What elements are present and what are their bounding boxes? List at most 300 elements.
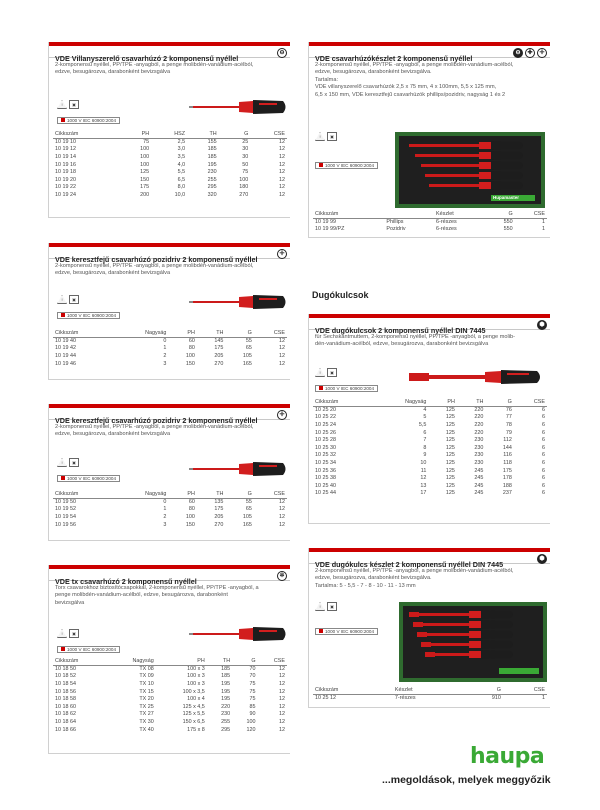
card-title: VDE Villanyszerelő csavarhúzó 2 komponensű nyéllel [55, 54, 239, 63]
desc-line: 2-komponensű nyéllel, PP/TPE -anyagból, a penge molibdén-vanádium-acélból, [55, 62, 254, 68]
table-cell: TX 09 [139, 673, 154, 680]
table-cell: 30 [242, 146, 249, 153]
table-row [313, 482, 547, 490]
table-row [53, 191, 287, 199]
table-cell: 245 [474, 475, 484, 482]
table-cell: 5,5 [177, 169, 186, 176]
col-header: TH [207, 657, 232, 665]
card-title: VDE csavarhúzókészlet 2 komponensű nyéllel [315, 54, 473, 63]
product-card-screwdriver-set [308, 42, 550, 238]
table-cell: 12 [279, 169, 285, 176]
card-description [309, 58, 550, 99]
table-cell: 180 [239, 184, 249, 191]
table-cell: 7-részes [394, 695, 416, 702]
table-cell: 1 [542, 695, 545, 702]
table-cell: 150 [185, 521, 195, 528]
table-cell: 75 [249, 680, 256, 687]
table-cell: 1 [163, 345, 167, 352]
card-title: VDE tx csavarhúzó 2 komponensű nyéllel [55, 577, 197, 586]
table-cell: 125 [445, 490, 455, 497]
table-cell: 6 [542, 444, 545, 451]
torx-icon: ✲ [277, 571, 287, 581]
product-image [189, 291, 289, 313]
table-cell: 10 18 54 [55, 680, 76, 687]
card-header [49, 404, 290, 425]
table-cell: 10 25 12 [315, 695, 336, 702]
col-header: Nagyság [373, 398, 428, 406]
table-cell: 6 [542, 429, 545, 436]
table-cell: 6 [542, 475, 545, 482]
table-cell: 12 [279, 176, 285, 183]
table-cell: 10 25 36 [315, 467, 336, 474]
table-cell: 10 25 28 [315, 437, 336, 444]
table-cell: 165 [242, 521, 252, 528]
table-cell: 10 19 22 [55, 184, 76, 191]
table-cell: 10 25 24 [315, 421, 336, 428]
table-cell: 60 [188, 338, 195, 345]
table-cell: 10 19 52 [55, 506, 76, 513]
standard-badge [315, 162, 378, 169]
desc-line: penge molibdén-vanádium-acélból, edzve, besugározva, darabonként [55, 592, 228, 599]
table-cell: 76 [505, 407, 512, 414]
col-header: Készlet [434, 210, 487, 218]
table-cell: 100 x 3 [187, 673, 205, 680]
product-card-pozidriv-2 [48, 404, 290, 541]
col-header: G [232, 657, 257, 665]
col-header: Cikkszám [53, 490, 113, 498]
table-cell: 10 19 14 [55, 153, 76, 160]
table-cell: 100 [140, 153, 150, 160]
table-cell: 12 [279, 506, 285, 513]
desc-line: 6,5 x 150 mm, VDE keresztfejű csavarhúzók phillips/pozidriv, nagyság 1 és 2 [315, 91, 506, 98]
standard-text: 1000 V IEC 60900:2004 [67, 647, 117, 652]
table-cell: 230 [474, 452, 484, 459]
table-cell: 5 [423, 414, 427, 421]
table-cell: 230 [474, 444, 484, 451]
standard-badge [57, 312, 120, 319]
col-header [384, 210, 434, 218]
col-header: G [219, 130, 251, 138]
table-cell: 230 [474, 459, 484, 466]
table-row [53, 506, 287, 514]
table-cell: 12 [279, 139, 285, 146]
table-cell: 220 [474, 429, 484, 436]
table-cell: 10 19 24 [55, 191, 76, 198]
table-row [313, 429, 547, 437]
col-header: CSE [514, 398, 547, 406]
table-cell: TX 25 [139, 703, 154, 710]
table-cell: 105 [242, 352, 252, 359]
safety-symbols [57, 100, 79, 109]
spec-table [53, 329, 287, 367]
table-cell: 90 [249, 711, 256, 718]
table-cell: 65 [245, 345, 252, 352]
table-row [53, 352, 287, 360]
pozidriv-icon: ✛ [277, 410, 287, 420]
table-cell: 6 [542, 437, 545, 444]
standard-mark-icon [61, 118, 65, 122]
product-card-nut-driver [308, 314, 550, 524]
table-cell: 100 x 4 [187, 696, 205, 703]
col-header: Nagyság [106, 657, 155, 665]
table-row [53, 345, 287, 353]
table-cell: 6-részes [436, 226, 457, 233]
table-cell: 10 18 64 [55, 718, 76, 725]
table-cell: 10 18 58 [55, 696, 76, 703]
table-cell: 10 19 99/PZ [315, 226, 345, 233]
table-cell: 8,0 [177, 184, 186, 191]
col-header: Cikkszám [313, 686, 393, 694]
table-row [313, 444, 547, 452]
col-header: PH [120, 130, 152, 138]
table-cell: 270 [214, 521, 224, 528]
table-header-row [53, 329, 287, 337]
double-square-icon: ▣ [69, 295, 79, 304]
slotted-icon: ⊖ [513, 48, 523, 58]
table-row [53, 665, 287, 673]
product-image [189, 623, 289, 645]
table-cell: 10 25 32 [315, 452, 336, 459]
table-cell: 205 [214, 352, 224, 359]
table-row [53, 513, 287, 521]
table-cell: 30 [242, 153, 249, 160]
table-cell: 195 [221, 688, 231, 695]
table-cell: 185 [221, 673, 231, 680]
table-cell: 120 [246, 726, 256, 733]
table-cell: 12 [279, 696, 285, 703]
table-cell: 3,0 [177, 146, 186, 153]
table-row [53, 176, 287, 184]
phillips-icon: ✚ [525, 48, 535, 58]
table-cell: 150 [185, 360, 195, 367]
table-cell: 5,5 [418, 421, 427, 428]
double-square-icon: ▣ [327, 602, 337, 611]
col-header: TH [197, 490, 225, 498]
table-cell: 165 [242, 360, 252, 367]
table-row [313, 436, 547, 444]
table-cell: 175 [214, 345, 224, 352]
table-row [313, 218, 547, 226]
table-cell: 125 [140, 169, 150, 176]
desc-line: Tartalma: [315, 76, 339, 83]
table-cell: 75 [249, 696, 256, 703]
table-cell: 125 x 5,5 [182, 711, 205, 718]
table-cell: 220 [474, 421, 484, 428]
table-cell: 12 [279, 360, 285, 367]
table-cell: 10 19 99 [315, 219, 336, 226]
col-header: PH [168, 490, 196, 498]
table-cell: 10 19 12 [55, 146, 76, 153]
table-cell: 10 18 60 [55, 703, 76, 710]
table-cell: 10 19 20 [55, 176, 76, 183]
table-cell: 10 25 20 [315, 407, 336, 414]
table-cell: 10 18 52 [55, 673, 76, 680]
table-cell: 3 [163, 521, 167, 528]
table-cell: 8 [423, 444, 427, 451]
table-cell: 12 [279, 338, 285, 345]
table-cell: 4 [423, 407, 427, 414]
table-cell: 100 [246, 718, 256, 725]
table-cell: 10 25 22 [315, 414, 336, 421]
table-cell: 4,0 [177, 161, 186, 168]
table-row [53, 146, 287, 154]
safety-symbols [57, 458, 79, 467]
table-row [313, 490, 547, 498]
table-cell: 550 [503, 226, 513, 233]
table-cell: 12 [279, 191, 285, 198]
table-cell: 230 [474, 437, 484, 444]
table-cell: 70 [249, 666, 256, 673]
table-cell: 145 [214, 338, 224, 345]
table-cell: 10 19 46 [55, 360, 76, 367]
warning-icon: ! [315, 132, 325, 141]
table-header-row [313, 398, 547, 406]
product-image [409, 366, 545, 388]
warning-icon: ! [315, 368, 325, 377]
table-cell: 12 [279, 680, 285, 687]
table-cell: 12 [279, 146, 285, 153]
table-cell: 230 [221, 711, 231, 718]
col-header: Nagyság [113, 329, 168, 337]
table-cell: 12 [279, 673, 285, 680]
table-cell: 100 [140, 146, 150, 153]
col-header: CSE [250, 130, 287, 138]
table-cell: 9 [423, 452, 427, 459]
desc-line: VDE villanyszerelő csavarhúzók 2,5 x 75 mm, 4 x 100mm, 5,5 x 125 mm, [315, 84, 497, 91]
table-cell: 10 19 42 [55, 345, 76, 352]
table-cell: 55 [245, 499, 252, 506]
table-row [53, 726, 287, 734]
desc-line: dén-vanádium-acélból, edzve, besugározva, darabonként bevizsgálva [315, 341, 489, 348]
table-cell: 220 [221, 703, 231, 710]
table-cell: 10 19 40 [55, 338, 76, 345]
table-cell: 75 [249, 688, 256, 695]
table-row [313, 414, 547, 422]
col-header: Cikkszám [53, 130, 120, 138]
standard-text: 1000 V IEC 60900:2004 [67, 118, 117, 123]
table-cell: 3 [163, 360, 167, 367]
table-cell: 125 [445, 482, 455, 489]
table-cell: 2 [163, 513, 167, 520]
product-card-pozidriv-1 [48, 243, 290, 380]
col-header: Cikkszám [53, 657, 106, 665]
desc-line: edzve, besugározva, darabonként bevizsgálva. [315, 575, 432, 582]
table-cell: 10 19 44 [55, 352, 76, 359]
table-cell: 6 [542, 482, 545, 489]
table-row [53, 521, 287, 529]
table-cell: 270 [214, 360, 224, 367]
col-header: CSE [254, 490, 287, 498]
card-header [49, 42, 290, 63]
table-cell: 6,5 [177, 176, 186, 183]
double-square-icon: ▣ [69, 629, 79, 638]
table-row [313, 694, 547, 702]
desc-line: 2-komponensű nyéllel, PP/TPE -anyagból, a penge molibdén-vanádium-acélból, [315, 568, 514, 574]
table-row [313, 226, 547, 234]
table-cell: 12 [279, 718, 285, 725]
table-row [313, 459, 547, 467]
table-cell: 550 [503, 219, 513, 226]
table-cell: 125 [445, 437, 455, 444]
table-cell: 12 [279, 345, 285, 352]
table-cell: 13 [420, 482, 427, 489]
table-row [53, 161, 287, 169]
standard-text: 1000 V IEC 60900:2004 [325, 163, 375, 168]
table-cell: 6-részes [436, 219, 457, 226]
table-cell: TX 40 [139, 726, 154, 733]
table-cell: 10 25 40 [315, 482, 336, 489]
standard-badge [57, 646, 120, 653]
table-cell: 245 [474, 490, 484, 497]
table-cell: 220 [474, 414, 484, 421]
safety-symbols [315, 132, 337, 141]
table-cell: 175 [502, 467, 512, 474]
table-cell: 0 [163, 338, 167, 345]
product-card-torx [48, 565, 290, 754]
table-cell: 195 [207, 161, 217, 168]
table-cell: 6 [542, 421, 545, 428]
standard-badge [315, 385, 378, 392]
table-row [313, 421, 547, 429]
table-cell: 155 [207, 139, 217, 146]
standard-text: 1000 V IEC 60900:2004 [325, 629, 375, 634]
tagline: ...megoldások, melyek meggyőzik [382, 774, 551, 786]
col-header: G [487, 210, 515, 218]
table-cell: 144 [502, 444, 512, 451]
section-heading: Dugókulcsok [312, 290, 369, 300]
table-cell: 12 [279, 703, 285, 710]
table-row [53, 153, 287, 161]
table-cell: 125 [445, 407, 455, 414]
table-row [53, 688, 287, 696]
table-cell: 6 [542, 452, 545, 459]
table-cell: 6 [542, 467, 545, 474]
table-header-row [53, 130, 287, 138]
table-cell: 2,5 [177, 139, 186, 146]
desc-line: edzve, besugározva, darabonként bevizsgálva. [315, 69, 432, 76]
col-header: CSE [515, 210, 547, 218]
table-cell: 6 [542, 490, 545, 497]
spec-table [313, 210, 547, 233]
table-cell: 125 [445, 444, 455, 451]
table-row [53, 673, 287, 681]
table-cell: 77 [505, 414, 512, 421]
warning-icon: ! [57, 100, 67, 109]
table-cell: 188 [502, 482, 512, 489]
col-header: Cikkszám [313, 210, 384, 218]
table-cell: 1 [163, 506, 167, 513]
table-cell: 7 [423, 437, 427, 444]
table-cell: Pozidriv [386, 226, 406, 233]
card-title: VDE dugókulcsok 2 komponensű nyéllel DIN 7445 [315, 326, 486, 335]
col-header: TH [197, 329, 225, 337]
double-square-icon: ▣ [327, 368, 337, 377]
table-row [53, 703, 287, 711]
table-cell: TX 08 [139, 666, 154, 673]
table-cell: 910 [491, 695, 501, 702]
table-cell: 12 [279, 711, 285, 718]
table-cell: 125 [445, 467, 455, 474]
table-cell: 245 [474, 482, 484, 489]
table-cell: 100 x 3 [187, 680, 205, 687]
table-cell: 75 [242, 169, 249, 176]
table-cell: 60 [188, 499, 195, 506]
table-cell: 2 [163, 352, 167, 359]
table-cell: Phillips [386, 219, 404, 226]
table-cell: 79 [505, 429, 512, 436]
table-row [53, 168, 287, 176]
table-cell: 55 [245, 338, 252, 345]
table-cell: 12 [279, 688, 285, 695]
table-cell: 10 18 66 [55, 726, 76, 733]
standard-mark-icon [61, 647, 65, 651]
table-header-row [313, 210, 547, 218]
table-cell: 100 [185, 513, 195, 520]
card-header [49, 565, 290, 586]
table-cell: 185 [207, 153, 217, 160]
table-cell: 25 [242, 139, 249, 146]
product-card-nut-driver-set [308, 548, 550, 708]
table-cell: 150 [140, 176, 150, 183]
table-cell: 10 19 18 [55, 169, 76, 176]
col-header: G [485, 398, 513, 406]
safety-symbols [57, 629, 79, 638]
table-cell: 12 [420, 475, 427, 482]
spec-table [53, 490, 287, 528]
standard-mark-icon [61, 476, 65, 480]
table-cell: 105 [242, 513, 252, 520]
col-header: PH [428, 398, 456, 406]
table-cell: 3,5 [177, 153, 186, 160]
table-cell: 295 [221, 726, 231, 733]
table-cell: 12 [279, 161, 285, 168]
table-row [53, 337, 287, 345]
warning-icon: ! [57, 458, 67, 467]
table-cell: 6 [542, 407, 545, 414]
desc-line: edzve, besugározva, darabonként bevizsgálva [55, 270, 171, 277]
card-header [309, 42, 550, 63]
table-cell: 175 [140, 184, 150, 191]
spec-table [313, 398, 547, 497]
table-cell: 80 [188, 506, 195, 513]
table-cell: 125 [445, 452, 455, 459]
spec-table [53, 657, 287, 733]
table-cell: 6 [542, 459, 545, 466]
table-cell: 10 19 10 [55, 139, 76, 146]
double-square-icon: ▣ [69, 100, 79, 109]
table-cell: 50 [242, 161, 249, 168]
hex-icon: ⬢ [537, 320, 547, 330]
table-cell: 11 [420, 467, 427, 474]
haupa-logo [470, 744, 544, 769]
table-row [53, 360, 287, 368]
table-cell: 255 [221, 718, 231, 725]
table-cell: 175 x 8 [187, 726, 205, 733]
standard-mark-icon [319, 629, 323, 633]
logo-text: haupa [470, 744, 545, 769]
table-cell: 10,0 [174, 191, 186, 198]
col-header: HSZ [151, 130, 187, 138]
table-cell: 112 [503, 437, 512, 444]
table-cell: 100 [140, 161, 150, 168]
table-row [53, 718, 287, 726]
desc-line: Tartalma: 5 - 5,5 - 7 - 8 - 10 - 11 - 13 mm [315, 582, 416, 589]
double-square-icon: ▣ [327, 132, 337, 141]
table-cell: 1 [542, 226, 545, 233]
desc-line: edzve, besugározva, darabonként bevizsgálva [55, 69, 171, 76]
table-cell: 118 [503, 459, 512, 466]
table-cell: 12 [279, 513, 285, 520]
